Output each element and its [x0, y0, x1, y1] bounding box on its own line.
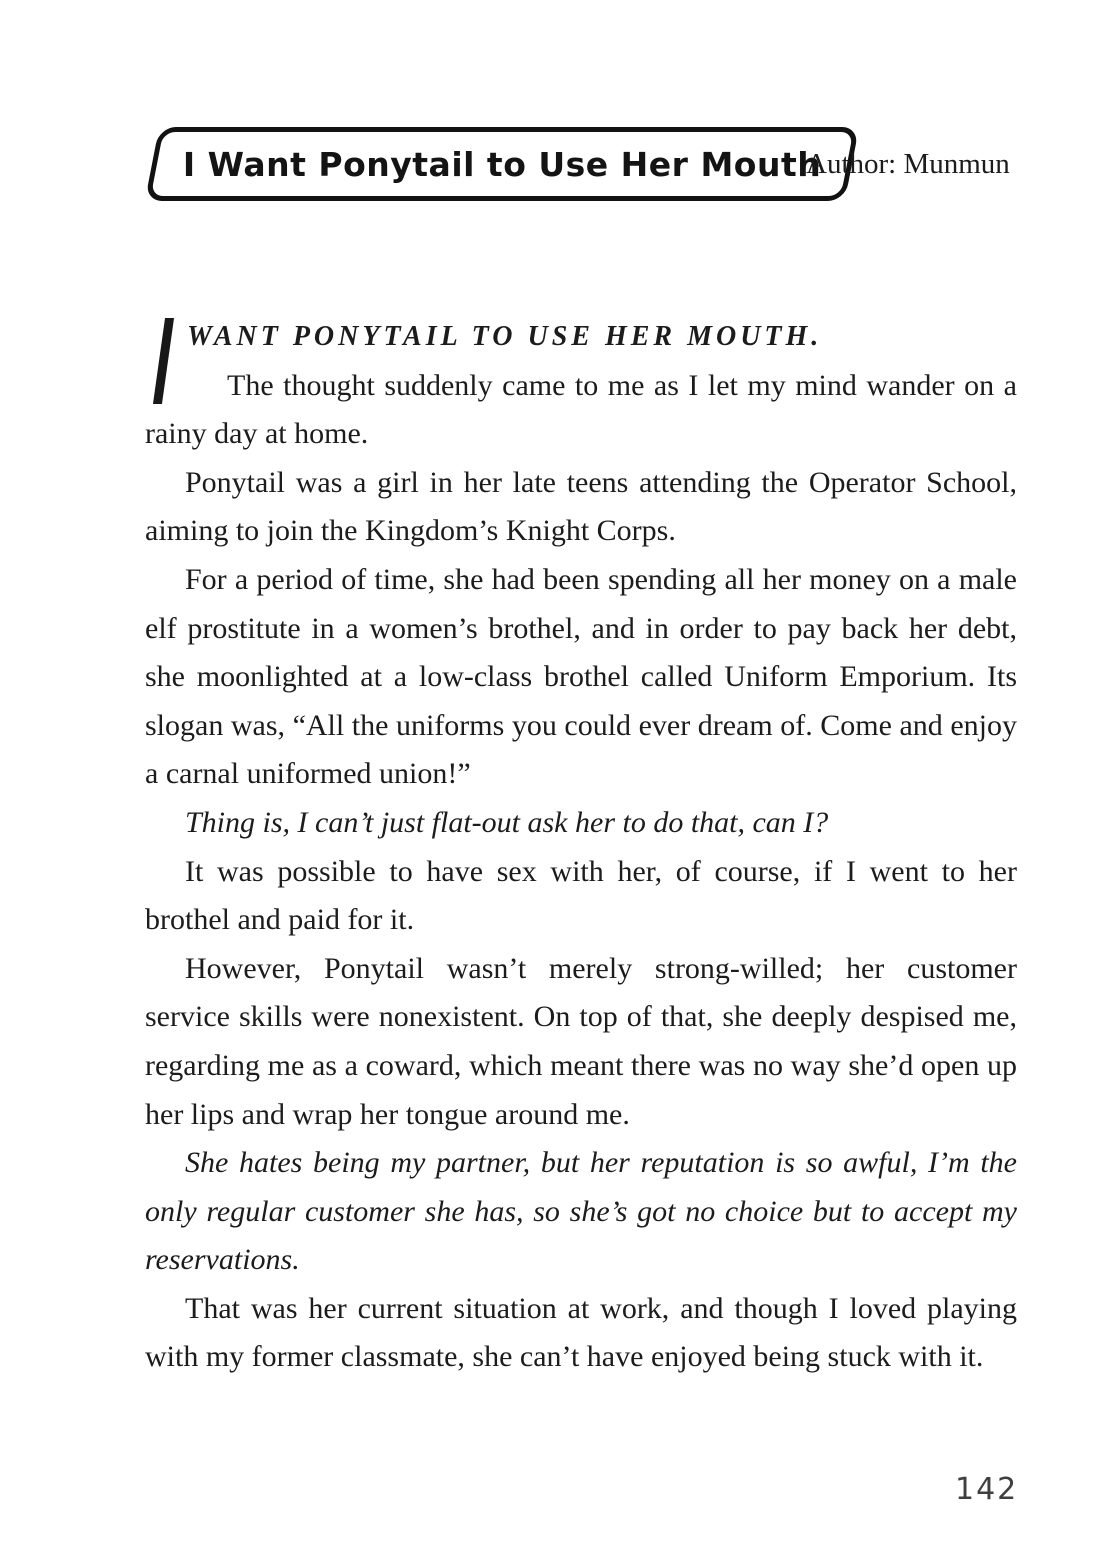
author-credit: Author: Munmun [806, 148, 1010, 180]
story-body [145, 312, 1017, 1382]
opening-line: WANT PONYTAIL TO USE HER MOUTH. [187, 321, 823, 352]
paragraph-inner-monologue: She hates being my partner, but her reputation is so awful, I’m the only regular customer she has, so she’s got no choice but to accept my reservations. [145, 1146, 1017, 1277]
story-title: I Want Ponytail to Use Her Mouth [183, 144, 822, 184]
story-title-box [145, 127, 860, 201]
page-header [0, 0, 1100, 220]
paragraph-inner-monologue: Thing is, I can’t just flat-out ask her to do that, can I? [185, 805, 829, 839]
paragraph: It was possible to have sex with her, of course, if I went to her brothel and paid for it. [145, 854, 1017, 937]
paragraph: Ponytail was a girl in her late teens attending the Operator School, aiming to join the Kingdom’s Knight Corps. [145, 465, 1017, 548]
paragraph: For a period of time, she had been spending all her money on a male elf prostitute in a women’s brothel, and in order to pay back her debt, she moonlighted at a low-class brothel called Uniform Emporium. Its slogan was, “All the uniforms you could ever dream of. Come and enjoy a carnal uniformed union!” [145, 562, 1017, 791]
opening-paragraph [145, 312, 1017, 459]
page-number: 142 [955, 1472, 1019, 1507]
opening-continuation: The thought suddenly came to me as I let my mind wander on a rainy day at home. [145, 368, 1017, 451]
paragraph: That was her current situation at work, and though I loved playing with my former classmate, she can’t have enjoyed being stuck with it. [145, 1291, 1017, 1374]
paragraph: However, Ponytail wasn’t merely strong-willed; her customer service skills were nonexistent. On top of that, she deeply despised me, regarding me as a coward, which meant there was no way she’d open up her lips and wrap her tongue around me. [145, 951, 1017, 1131]
drop-cap-i [145, 312, 187, 409]
drop-cap-bar [153, 318, 174, 404]
